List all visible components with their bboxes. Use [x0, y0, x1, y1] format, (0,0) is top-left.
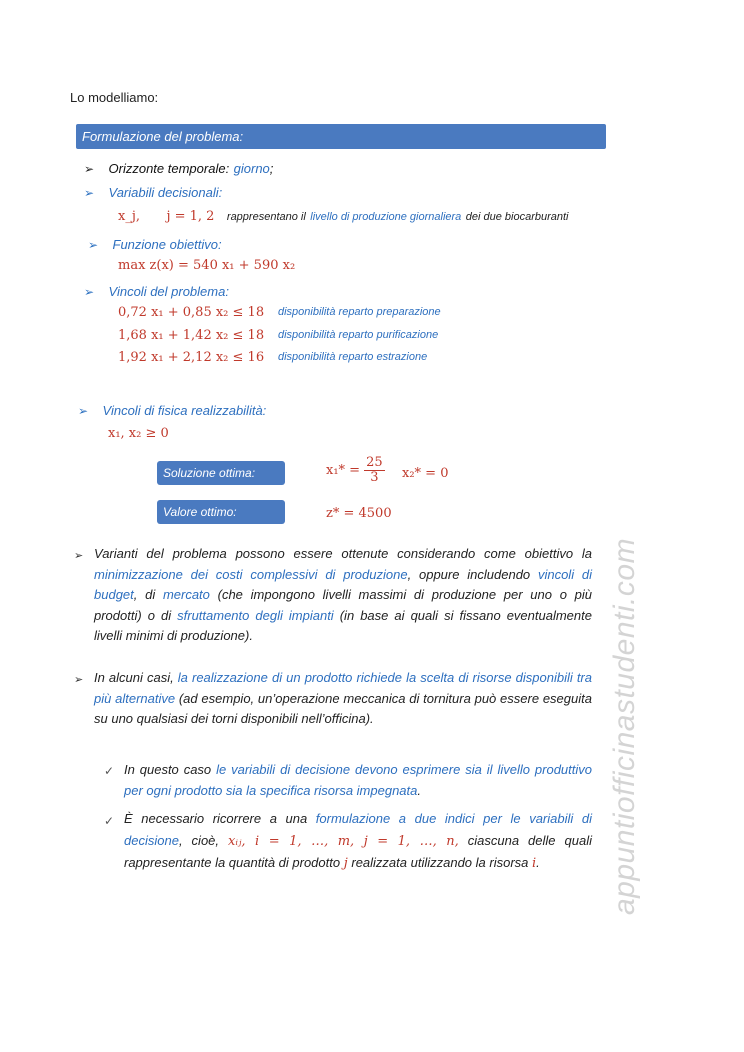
- constraints-label: Vincoli del problema:: [108, 284, 229, 299]
- subparagraph-variables: [124, 760, 592, 801]
- objective-expr: max z(x) = 540 x₁ + 590 x₂: [118, 258, 296, 273]
- feasibility-expr: x₁, x₂ ≥ 0: [108, 426, 169, 441]
- paragraph-text: In alcuni casi,: [94, 670, 178, 685]
- paragraph-variants: [94, 544, 592, 647]
- variables-desc-c: dei due biocarburanti: [465, 211, 569, 223]
- constraint-note: disponibilità reparto preparazione: [278, 306, 441, 318]
- feasibility-row: [78, 402, 266, 420]
- paragraph-highlight: vincoli di budget: [94, 566, 592, 602]
- objective-row: [88, 236, 222, 254]
- constraint-note: disponibilità reparto estrazione: [278, 351, 428, 363]
- horizon-label: Orizzonte temporale:: [108, 161, 230, 176]
- objective-label: Funzione obiettivo:: [112, 237, 222, 252]
- paragraph-text: È necessario ricorrere a una: [124, 811, 316, 826]
- checkmark-icon: ✓: [104, 764, 115, 778]
- paragraph-text: , oppure includendo: [407, 566, 538, 582]
- watermark-text: appuntiofficinastudenti.com: [608, 537, 641, 915]
- variables-row: [84, 184, 222, 202]
- horizon-end: ;: [269, 161, 274, 176]
- horizon-value: giorno: [233, 161, 270, 176]
- value-label: Valore ottimo:: [157, 500, 285, 524]
- paragraph-math: j: [343, 856, 348, 871]
- variables-desc-b: livello di produzione giornaliera: [310, 211, 462, 223]
- paragraph-highlight: formulazione a due indici per le variabili di decisione: [124, 811, 592, 848]
- arrow-bullet-icon: ➢: [84, 162, 95, 176]
- solution-label: Soluzione ottima:: [157, 461, 285, 485]
- constraint-expr: 1,92 x₁ + 2,12 x₂ ≤ 16: [118, 350, 265, 365]
- paragraph-text: (in base ai quali si fissano eventualmente livelli minimi di produzione).: [94, 607, 592, 643]
- constraint-note: disponibilità reparto purificazione: [278, 329, 439, 341]
- value-expr: z* = 4500: [326, 506, 392, 521]
- paragraph-highlight: minimizzazione dei costi complessivi di produzione: [94, 566, 408, 582]
- constraints-row: [84, 283, 229, 301]
- paragraph-text: , cioè,: [178, 832, 229, 848]
- arrow-bullet-icon: ➢: [78, 404, 89, 418]
- paragraph-alternatives: [94, 668, 592, 730]
- constraint-expr: 0,72 x₁ + 0,85 x₂ ≤ 18: [118, 305, 265, 320]
- paragraph-text: (ad esempio, un’operazione meccanica di tornitura può essere eseguita su uno qualsiasi dei torni disponibili nell’officina).: [94, 690, 592, 726]
- variables-index: j = 1, 2: [166, 209, 215, 224]
- solution-fraction: [364, 456, 385, 485]
- subparagraph-two-indices: [124, 808, 592, 875]
- arrow-bullet-icon: ➢: [88, 238, 99, 252]
- paragraph-text: realizzata utilizzando la risorsa: [347, 855, 532, 870]
- paragraph-text: , di: [133, 587, 163, 602]
- paragraph-text: .: [536, 855, 540, 870]
- paragraph-text: ciascuna delle quali rappresentante la quantità di prodotto: [124, 832, 592, 870]
- arrow-bullet-icon: ➢: [84, 285, 95, 299]
- paragraph-highlight: mercato: [162, 587, 210, 602]
- fraction-numerator: 25: [366, 455, 383, 470]
- checkmark-icon: ✓: [104, 814, 115, 828]
- solution-x2: x₂* = 0: [402, 466, 449, 481]
- variables-desc-a: rappresentano il: [226, 211, 306, 223]
- paragraph-text: Varianti del problema possono essere ottenute considerando come obiettivo la: [94, 546, 592, 561]
- arrow-bullet-icon: ➢: [84, 186, 95, 200]
- solution-x1-lhs: x₁* =: [326, 463, 361, 478]
- formulation-header: Formulazione del problema:: [76, 124, 606, 149]
- paragraph-text: (che impongono livelli massimi di produzione per uno o più prodotti) o di: [94, 587, 592, 623]
- bullet-icon: ➢: [74, 674, 84, 686]
- paragraph-math: i: [532, 856, 537, 871]
- paragraph-highlight: le variabili di decisione devono esprimere sia il livello produttivo per ogni prodotto sia la specifica risorsa impegnata: [124, 762, 593, 798]
- paragraph-highlight: la realizzazione di un prodotto richiede la scelta di risorse disponibili tra più alternative: [94, 670, 592, 706]
- variables-label: Variabili decisionali:: [108, 185, 223, 200]
- variables-def: [118, 207, 569, 225]
- fraction-denominator: 3: [370, 470, 379, 485]
- variables-expr: x_j,: [118, 209, 140, 224]
- solution-x1: [326, 456, 385, 485]
- constraint-expr: 1,68 x₁ + 1,42 x₂ ≤ 18: [118, 328, 265, 343]
- bullet-icon: ➢: [74, 550, 84, 562]
- feasibility-label: Vincoli di fisica realizzabilità:: [102, 403, 267, 418]
- horizon-row: [84, 160, 273, 178]
- intro-text: Lo modelliamo:: [70, 90, 159, 105]
- paragraph-highlight: sfruttamento degli impianti: [177, 607, 334, 623]
- paragraph-text: In questo caso: [124, 762, 217, 777]
- paragraph-text: .: [417, 782, 422, 798]
- paragraph-math: xᵢⱼ, i = 1, …, m, j = 1, …, n,: [228, 833, 459, 849]
